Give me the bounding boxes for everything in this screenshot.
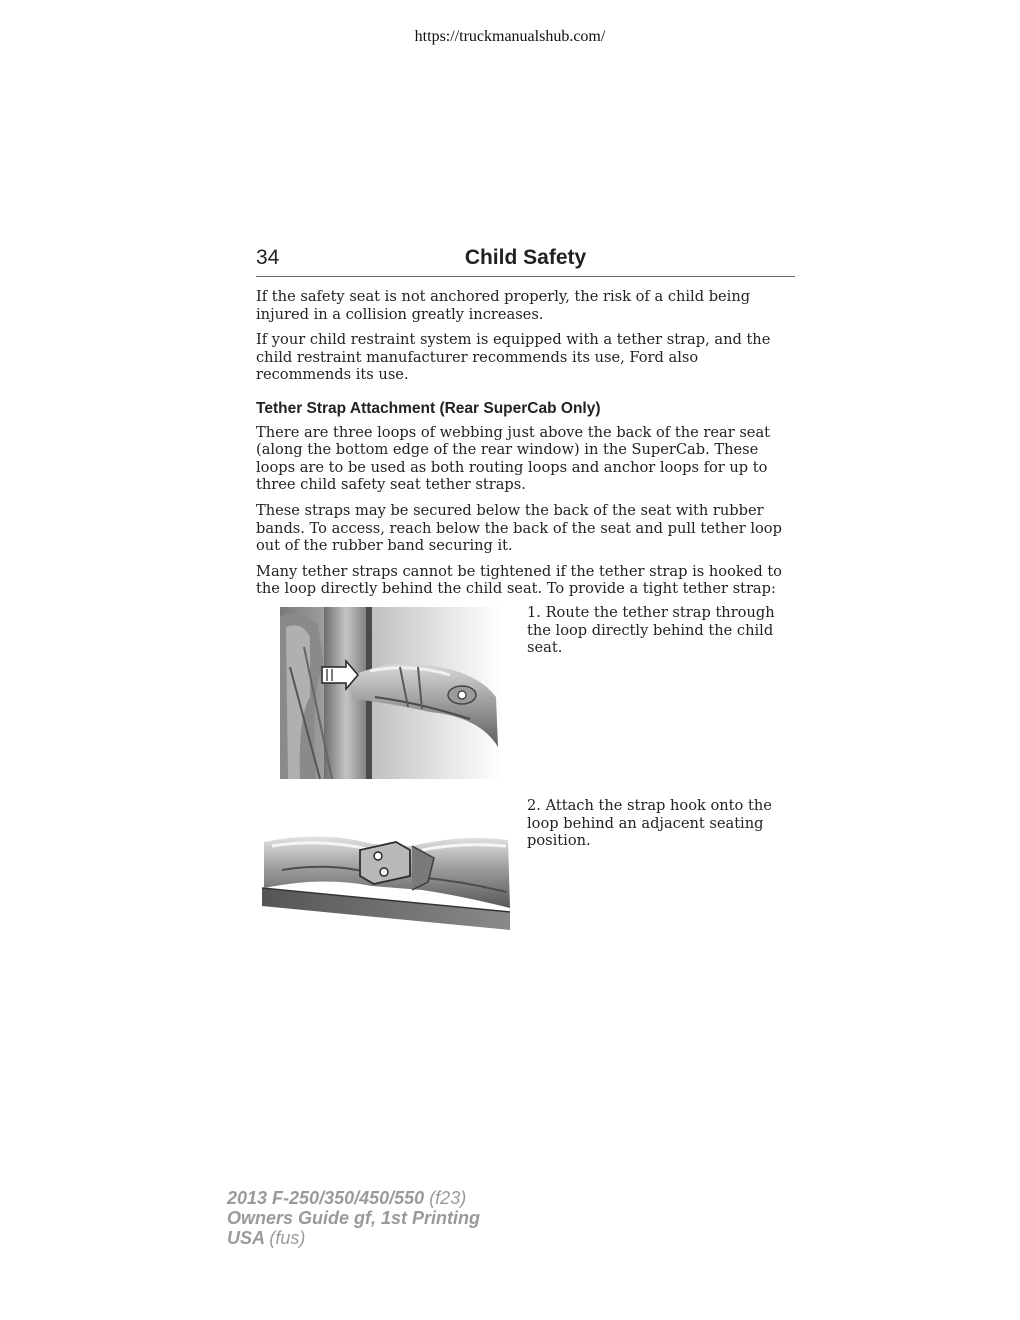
footer-model-line [227,1188,480,1208]
paragraph-rubber-bands: These straps may be secured below the back of the seat with rubber bands. To access, reach below the back of the seat and pull tether loop out of the rubber band securing it. [256,501,782,555]
paragraph-webbing-loops: There are three loops of webbing just above the back of the rear seat (along the bottom edge of the rear window) in the SuperCab. These loops are to be used as both routing loops and anchor loops for up to three child safety seat tether straps. [256,423,771,494]
strap-hook-illustration [262,830,512,932]
page-content [256,288,795,606]
source-url[interactable]: https://truckmanualshub.com/ [414,28,606,45]
footer-region-code: (fus) [269,1228,306,1248]
paragraph-anchoring-risk: If the safety seat is not anchored properly, the risk of a child being injured in a collision greatly increases. [256,288,751,323]
step-2-text: 2. Attach the strap hook onto the loop behind an adjacent seating position. [527,797,772,850]
paragraph-tight-strap: Many tether straps cannot be tightened if the tether strap is hooked to the loop directly behind the child seat. To provide a tight tether strap: [256,562,782,598]
footer-guide: Owners Guide gf, 1st Printing [227,1208,481,1228]
footer-model: 2013 F-250/350/450/550 [227,1188,425,1208]
paragraph-tether-recommendation: If your child restraint system is equipped with a tether strap, and the child restraint manufacturer recommends its use, Ford also recommends its use. [256,331,771,384]
step-1-text: 1. Route the tether strap through the loop directly behind the child seat. [527,604,775,657]
footer-model-code: (f23) [429,1188,467,1208]
tether-routing-illustration [280,607,502,779]
page-header [256,244,795,277]
page-number: 34 [256,246,280,269]
document-footer [227,1188,480,1248]
footer-region: USA [227,1228,265,1248]
section-title: Child Safety [464,246,587,269]
subheading-tether-strap: Tether Strap Attachment (Rear SuperCab Only) [256,399,601,417]
footer-region-line [227,1228,480,1248]
